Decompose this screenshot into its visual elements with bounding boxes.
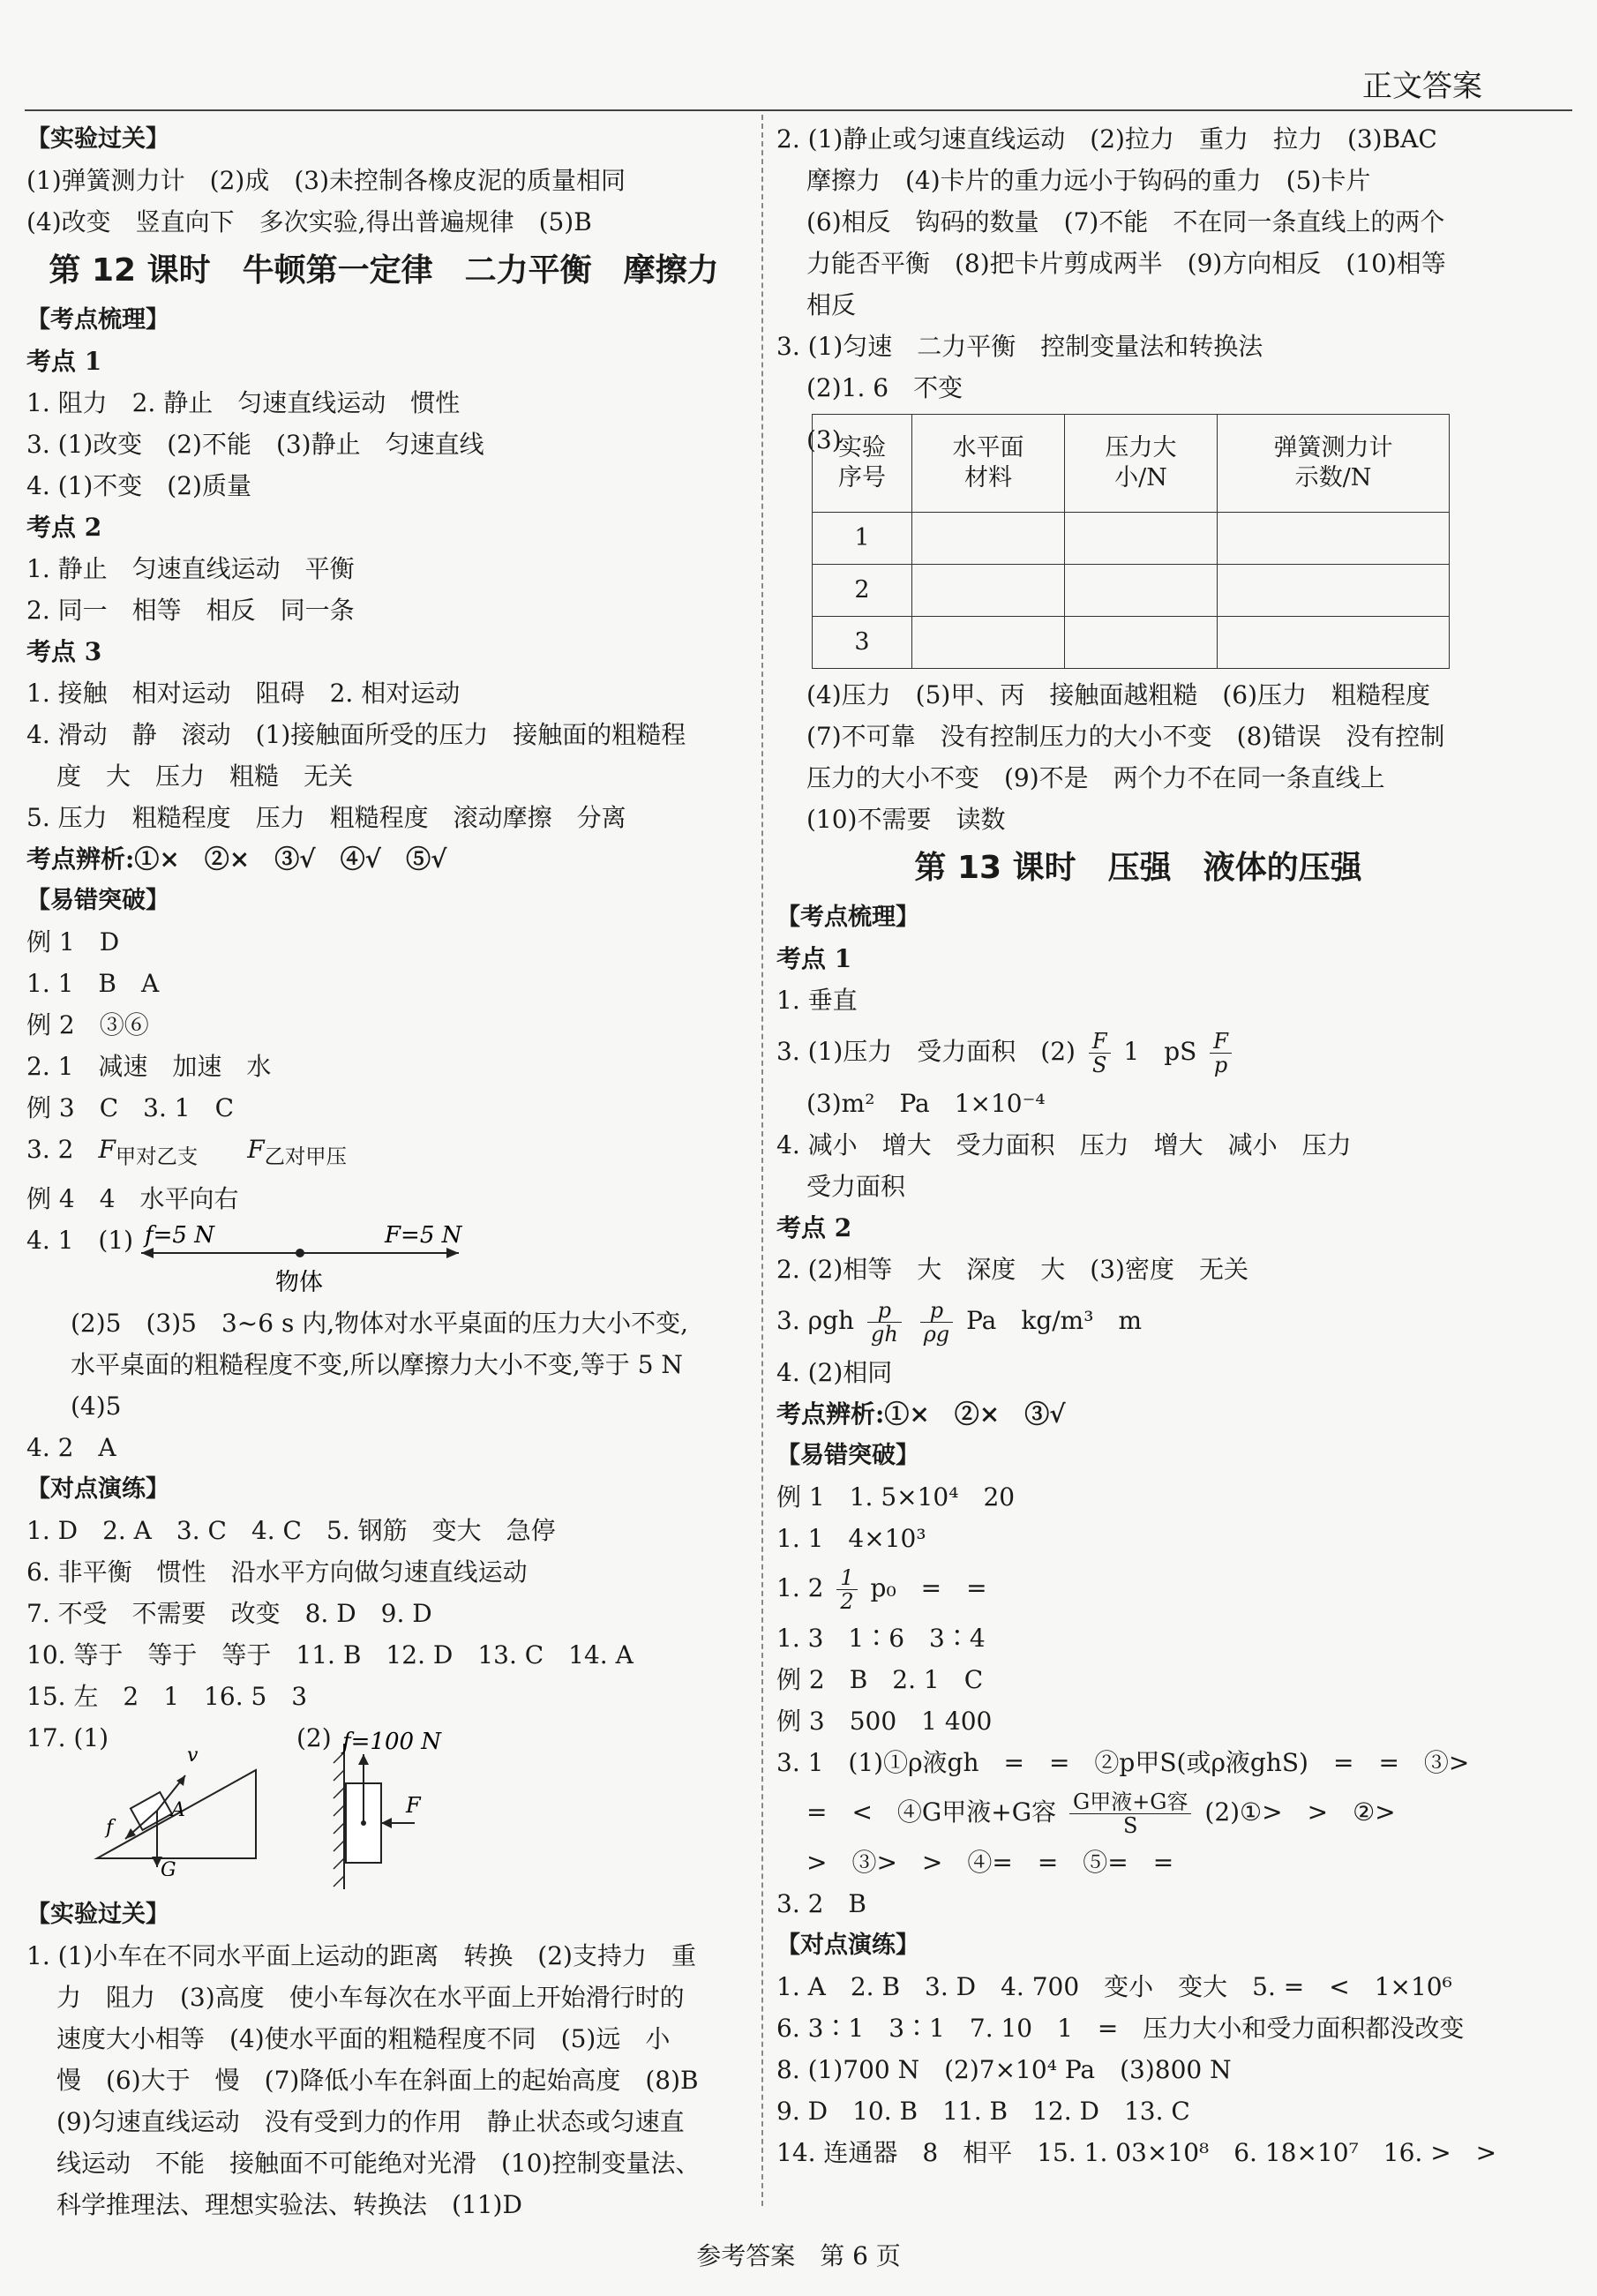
right-column	[776, 118, 1500, 2173]
wall-figure	[318, 1726, 512, 1894]
answer-line: 压力的大小不变 (9)不是 两个力不在同一条直线上	[806, 763, 1385, 792]
answer-prefix: (3)	[806, 425, 842, 454]
figure-label: 17. (1)	[26, 1722, 109, 1752]
lesson-12-title: 第 12 课时 牛顿第一定律 二力平衡 摩擦力	[49, 252, 719, 289]
answer-line: 8. (1)700 N (2)7×10⁴ Pa (3)800 N	[776, 2055, 1232, 2084]
fraction: $\frac{p}{\rho g}$	[920, 1299, 953, 1346]
answer-line: 14. 连通器 8 相平 15. 1. 03×10⁸ 6. 18×10⁷ 16. > >	[776, 2138, 1497, 2167]
gravity-label: G	[161, 1858, 176, 1876]
force-symbol: F	[247, 1135, 265, 1164]
answer-line: 4. 2 A	[26, 1432, 116, 1462]
table-cell: 1	[813, 513, 912, 565]
answer-line: 4. (1)不变 (2)质量	[26, 471, 251, 500]
lesson-13-title: 第 13 课时 压强 液体的压强	[914, 850, 1362, 886]
page-header-title: 正文答案	[1362, 69, 1482, 104]
velocity-label: v	[187, 1744, 199, 1767]
answer-line: 例 3 C 3. 1 C	[26, 1093, 234, 1122]
friction-label: f=100 N	[342, 1728, 442, 1755]
section-heading: 【实验过关】	[26, 125, 169, 153]
answer-line: 慢 (6)大于 慢 (7)降低小车在斜面上的起始高度 (8)B	[56, 2065, 699, 2095]
table-block	[776, 414, 1500, 669]
answer-line: 度 大 压力 粗糙 无关	[56, 762, 354, 791]
answer-line: 1. 2 $\frac{1}{2}$ p₀ = =	[776, 1565, 987, 1614]
answer-line: 9. D 10. B 11. B 12. D 13. C	[776, 2097, 1190, 2126]
answer-line: (9)匀速直线运动 没有受到力的作用 静止状态或匀速直	[56, 2106, 685, 2136]
answer-line: 10. 等于 等于 等于 11. B 12. D 13. C 14. A	[26, 1639, 634, 1669]
topic-heading: 考点 2	[26, 513, 102, 542]
section-heading: 【对点演练】	[26, 1474, 169, 1503]
answer-line: (4)压力 (5)甲、丙 接触面越粗糙 (6)压力 粗糙程度	[806, 680, 1430, 709]
fraction: $\frac{F}{p}$	[1210, 1030, 1232, 1077]
answer-line: 科学推理法、理想实验法、转换法 (11)D	[56, 2189, 522, 2219]
answer-line: 摩擦力 (4)卡片的重力远小于钩码的重力 (5)卡片	[806, 166, 1371, 195]
topic-heading: 考点 2	[776, 1213, 852, 1242]
left-column	[26, 118, 741, 2225]
force-diagram	[106, 1219, 565, 1302]
table-header-cell: 实验 序号	[813, 415, 912, 513]
table-header-cell: 弹簧测力计 示数/N	[1218, 415, 1450, 513]
section-heading: 【考点梳理】	[776, 904, 919, 931]
fraction: $\frac{\text{G甲液+G容}}{S}$	[1069, 1790, 1191, 1837]
answer-line: 1. A 2. B 3. D 4. 700 变小 变大 5. = < 1×10⁶	[776, 1972, 1452, 2001]
force-subscript: 乙对甲压	[264, 1144, 347, 1169]
block-label: A	[171, 1798, 185, 1821]
answer-line: (2)1. 6 不变	[806, 373, 963, 402]
answer-line: > ③> > ④= = ⑤= =	[806, 1848, 1174, 1877]
table-row	[813, 513, 1450, 565]
topic-heading: 考点 1	[26, 347, 102, 376]
answer-line: 4. 减小 增大 受力面积 压力 增大 减小 压力	[776, 1130, 1352, 1159]
answer-line: 7. 不受 不需要 改变 8. D 9. D	[26, 1598, 432, 1628]
fraction: $\frac{1}{2}$	[836, 1566, 857, 1613]
answer-line: 2. (2)相等 大 深度 大 (3)密度 无关	[776, 1255, 1248, 1284]
figure-row	[26, 1717, 741, 1894]
answer-line: 1. (1)小车在不同水平面上运动的距离 转换 (2)支持力 重	[26, 1940, 696, 1970]
answer-line: 力 阻力 (3)高度 使小车每次在水平面上开始滑行时的	[56, 1982, 685, 2012]
section-heading: 【对点演练】	[776, 1932, 919, 1959]
answer-line: 6. 3∶1 3∶1 7. 10 1 = 压力大小和受力面积都没改变	[776, 2014, 1465, 2043]
answer-line: 3. 2 B	[776, 1889, 867, 1918]
answer-line: 水平桌面的粗糙程度不变,所以摩擦力大小不变,等于 5 N	[71, 1349, 683, 1379]
table-header-cell: 压力大 小/N	[1065, 415, 1218, 513]
answer-line: (10)不需要 读数	[806, 805, 1006, 834]
answer-line: 线运动 不能 接触面不可能绝对光滑 (10)控制变量法、	[56, 2148, 701, 2178]
answer-line: 1. 接触 相对运动 阻碍 2. 相对运动	[26, 679, 461, 708]
table-cell: 3	[813, 617, 912, 669]
answer-line: 3. (1)改变 (2)不能 (3)静止 匀速直线	[26, 430, 484, 459]
answer-line: 相反	[806, 290, 857, 319]
section-heading: 【易错突破】	[26, 887, 169, 914]
answer-line: 1. 1 4×10³	[776, 1524, 926, 1553]
answer-line: (3)m² Pa 1×10⁻⁴	[806, 1089, 1046, 1118]
answer-line: 4. (2)相同	[776, 1358, 893, 1387]
header-rule	[25, 109, 1572, 111]
answer-line: 3. 1 (1)①ρ液gh = = ②p甲S(或ρ液ghS) = = ③>	[776, 1748, 1470, 1777]
answer-line: 15. 左 2 1 16. 5 3	[26, 1681, 308, 1711]
answer-line: = < ④G甲液+G容 $\frac{\text{G甲液+G容}}{S}$ (2)①> > ②>	[806, 1790, 1396, 1838]
answer-line: 例 4 4 水平向右	[26, 1183, 239, 1213]
force-symbol: F	[98, 1135, 116, 1164]
object-label: 物体	[275, 1268, 323, 1296]
fraction: $\frac{F}{S}$	[1089, 1030, 1111, 1077]
section-heading: 【实验过关】	[26, 1900, 169, 1928]
fraction: $\frac{p}{gh}$	[867, 1299, 902, 1346]
answer-line: 4. 滑动 静 滚动 (1)接触面所受的压力 接触面的粗糙程	[26, 720, 686, 749]
answer-line: 例 1 1. 5×10⁴ 20	[776, 1482, 1016, 1512]
push-force-label: F	[406, 1792, 421, 1818]
answer-line: 1. 阻力 2. 静止 匀速直线运动 惯性	[26, 388, 461, 417]
table-row	[813, 565, 1450, 617]
figure-label: (2)	[296, 1722, 332, 1752]
answer-line: 1. 3 1∶6 3∶4	[776, 1624, 986, 1653]
answer-line: 1. 垂直	[776, 986, 858, 1015]
answer-line: 3. ρgh $\frac{p}{gh}$ $\frac{p}{\rho g}$ Pa kg/m³ m	[776, 1298, 1143, 1347]
column-divider	[761, 115, 763, 2206]
answer-line: 3. (1)压力 受力面积 (2) $\frac{F}{S}$ 1 pS $\frac{F}{p}$	[776, 1021, 1500, 1083]
answer-line	[26, 1129, 741, 1178]
topic-heading: 考点 1	[776, 944, 852, 973]
answer-line: (7)不可靠 没有控制压力的大小不变 (8)错误 没有控制	[806, 722, 1445, 751]
experiment-table	[812, 414, 1450, 669]
answer-line: (4)改变 竖直向下 多次实验,得出普遍规律 (5)B	[26, 207, 592, 236]
answer-line: 2. (1)静止或匀速直线运动 (2)拉力 重力 拉力 (3)BAC	[776, 124, 1437, 154]
section-heading: 【易错突破】	[776, 1442, 919, 1469]
answer-line: 例 2 ③⑥	[26, 1010, 149, 1039]
answer-line: 例 1 D	[26, 927, 120, 957]
answer-line: 力能否平衡 (8)把卡片剪成两半 (9)方向相反 (10)相等	[806, 249, 1446, 278]
section-heading: 【考点梳理】	[26, 306, 169, 334]
topic-heading: 考点 3	[26, 637, 102, 666]
answer-line: 1. 静止 匀速直线运动 平衡	[26, 554, 355, 583]
friction-label: f	[106, 1816, 114, 1839]
answer-line: (2)5 (3)5 3~6 s 内,物体对水平桌面的压力大小不变,	[71, 1308, 689, 1338]
answer-line: 例 2 B 2. 1 C	[776, 1665, 984, 1694]
answer-prefix: 3. 2	[26, 1135, 99, 1164]
table-cell: 2	[813, 565, 912, 617]
force-label: F=5 N	[385, 1221, 462, 1249]
table-header-cell: 水平面 材料	[912, 415, 1065, 513]
answer-line: 速度大小相等 (4)使水平面的粗糙程度不同 (5)远 小	[56, 2023, 671, 2053]
answer-line: 受力面积	[806, 1172, 906, 1201]
answer-line: 3. (1)匀速 二力平衡 控制变量法和转换法	[776, 332, 1263, 361]
incline-figure	[79, 1735, 274, 1876]
answer-line: 1. 1 B A	[26, 969, 160, 998]
answer-line: (1)弹簧测力计 (2)成 (3)未控制各橡皮泥的质量相同	[26, 166, 626, 195]
topic-analysis: 考点辨析:①× ②× ③√ ④√ ⑤√	[26, 844, 447, 874]
answer-prefix: 4. 1 (1)	[26, 1225, 134, 1255]
answer-line: 2. 1 减速 加速 水	[26, 1052, 272, 1081]
table-row	[813, 617, 1450, 669]
friction-label: f=5 N	[145, 1221, 214, 1249]
answer-line: 例 3 500 1 400	[776, 1707, 993, 1736]
answer-line: 5. 压力 粗糙程度 压力 粗糙程度 滚动摩擦 分离	[26, 803, 626, 832]
table-header-row	[813, 415, 1450, 513]
force-diagram-row	[26, 1219, 741, 1302]
force-subscript: 甲对乙支	[115, 1144, 199, 1169]
answer-line: (4)5	[71, 1391, 122, 1421]
answer-line: (6)相反 钩码的数量 (7)不能 不在同一条直线上的两个	[806, 207, 1445, 236]
topic-analysis: 考点辨析:①× ②× ③√	[776, 1399, 1066, 1429]
answer-line: 6. 非平衡 惯性 沿水平方向做匀速直线运动	[26, 1557, 528, 1587]
answer-line: 2. 同一 相等 相反 同一条	[26, 596, 355, 625]
answer-line: 1. D 2. A 3. C 4. C 5. 钢筋 变大 急停	[26, 1515, 556, 1545]
page-footer: 参考答案 第 6 页	[696, 2241, 901, 2270]
